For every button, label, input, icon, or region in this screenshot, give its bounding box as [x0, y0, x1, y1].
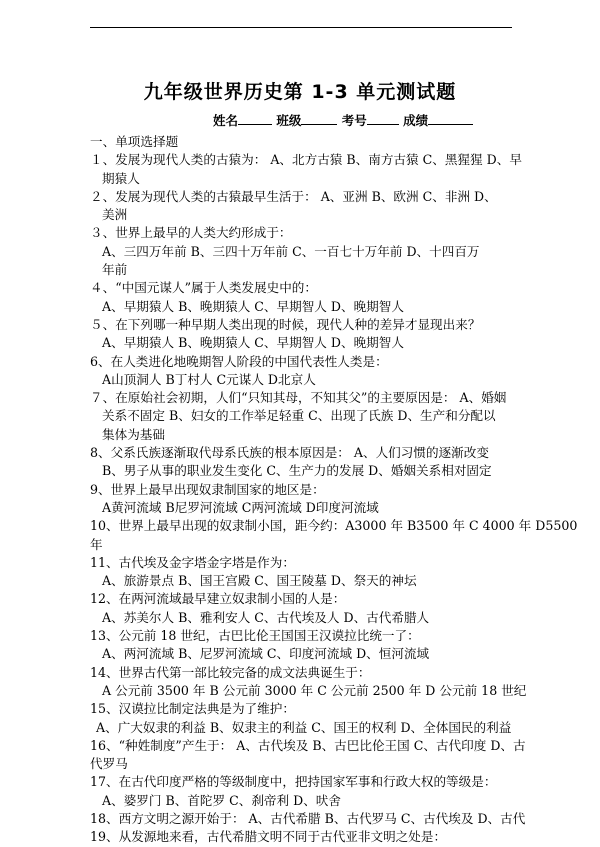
question-line: 18、西方文明之源开始于： A、古代希腊 B、古代罗马 C、古代埃及 D、古代: [90, 810, 526, 826]
question-line: 8、父系氏族逐渐取代母系氏族的根本原因是： A、人们习惯的逐渐改变: [90, 445, 489, 461]
question-line: 年: [90, 536, 103, 552]
question-line: 12、在两河流域最早建立奴隶制小国的人是：: [90, 591, 346, 607]
question-line: 6、在人类进化地晚期智人阶段的中国代表性人类是：: [90, 353, 388, 369]
number-label: 考号: [341, 113, 367, 128]
name-label: 姓名: [213, 113, 239, 128]
student-info: [213, 111, 473, 129]
question-line: 13、公元前 18 世纪，古巴比伦王国国王汉谟拉比统一了：: [90, 628, 420, 644]
question-line: A、旅游景点 B、国王宫殿 C、国王陵墓 D、祭天的神坛: [102, 573, 417, 589]
question-line: ３、世界上最早的人类大约形成于：: [90, 225, 292, 241]
score-label: 成绩: [403, 113, 429, 128]
number-blank: [367, 112, 399, 125]
question-line: A、广大奴隶的利益 B、奴隶主的利益 C、国王的权利 D、全体国民的利益: [96, 719, 512, 735]
question-line: A、三四万年前 B、三四十万年前 C、一百七十万年前 D、十四百万: [102, 243, 480, 259]
question-line: 15、汉谟拉比制定法典是为了维护：: [90, 701, 295, 717]
question-line: A 公元前 3500 年 B 公元前 3000 年 C 公元前 2500 年 D 公元前 18 世纪: [102, 682, 527, 698]
question-line: 9、世界上最早出现奴隶制国家的地区是：: [90, 481, 325, 497]
question-line: ４、“中国元谋人”属于人类发展史中的：: [90, 280, 317, 296]
question-line: ２、发展为现代人类的古猿最早生活于： A、亚洲 B、欧洲 C、非洲 D、: [90, 188, 497, 204]
question-line: 年前: [102, 262, 128, 278]
class-blank: [301, 112, 337, 125]
question-line: A、婆罗门 B、首陀罗 C、刹帝利 D、吠舍: [102, 792, 341, 808]
page-title: 九年级世界历史第 1-3 单元测试题: [143, 81, 457, 103]
question-line: 集体为基础: [102, 426, 165, 442]
question-line: 14、世界古代第一部比较完备的成文法典诞生于：: [90, 664, 371, 680]
question-line: 关系不固定 B、妇女的工作举足轻重 C、出现了氏族 D、生产和分配以: [102, 408, 496, 424]
class-label: 班级: [276, 113, 302, 128]
question-line: 11、古代埃及金字塔金字塔是作为：: [90, 554, 295, 570]
question-line: B、男子从事的职业发生变化 C、生产力的发展 D、婚姻关系相对固定: [102, 463, 492, 479]
section-heading: 一、单项选择题: [90, 134, 179, 149]
question-line: A、苏美尔人 B、雅利安人 C、古代埃及人 D、古代希腊人: [102, 609, 430, 625]
top-rule: [90, 27, 512, 28]
question-line: A黄河流域 B尼罗河流域 C两河流域 D印度河流域: [102, 499, 379, 515]
question-line: １、发展为现代人类的古猿为： A、北方古猿 B、南方古猿 C、黑猩猩 D、早: [90, 152, 522, 168]
question-line: 19、从发源地来看，古代希腊文明不同于古代亚非文明之处是：: [90, 829, 447, 845]
question-line: 16、“种姓制度”产生于： A、古代埃及 B、古巴比伦王国 C、古代印度 D、古: [90, 737, 526, 753]
question-line: 美洲: [102, 207, 128, 223]
question-line: ５、在下列哪一种早期人类出现的时候，现代人种的差异才显现出来？: [90, 316, 481, 332]
question-line: ７、在原始社会初期，人们“只知其母，不知其父”的主要原因是： A、婚姻: [90, 390, 507, 406]
question-line: A山顶洞人 B丁村人 C元谋人 D北京人: [102, 371, 316, 387]
question-line: 17、在古代印度严格的等级制度中，把持国家军事和行政大权的等级是：: [90, 774, 497, 790]
score-blank: [428, 112, 473, 125]
question-list: [90, 133, 578, 847]
question-line: 代罗马: [90, 756, 128, 772]
question-line: 期猿人: [102, 170, 140, 186]
question-line: 10、世界上最早出现的奴隶制小国，距今约：A3000 年 B3500 年 C 4000 年 D5500: [90, 518, 578, 534]
question-line: A、早期猿人 B、晚期猿人 C、早期智人 D、晚期智人: [102, 298, 404, 314]
question-line: A、早期猿人 B、晚期猿人 C、早期智人 D、晚期智人: [102, 335, 404, 351]
name-blank: [238, 112, 272, 125]
question-line: A、两河流域 B、尼罗河流域 C、印度河流域 D、恒河流域: [102, 646, 430, 662]
